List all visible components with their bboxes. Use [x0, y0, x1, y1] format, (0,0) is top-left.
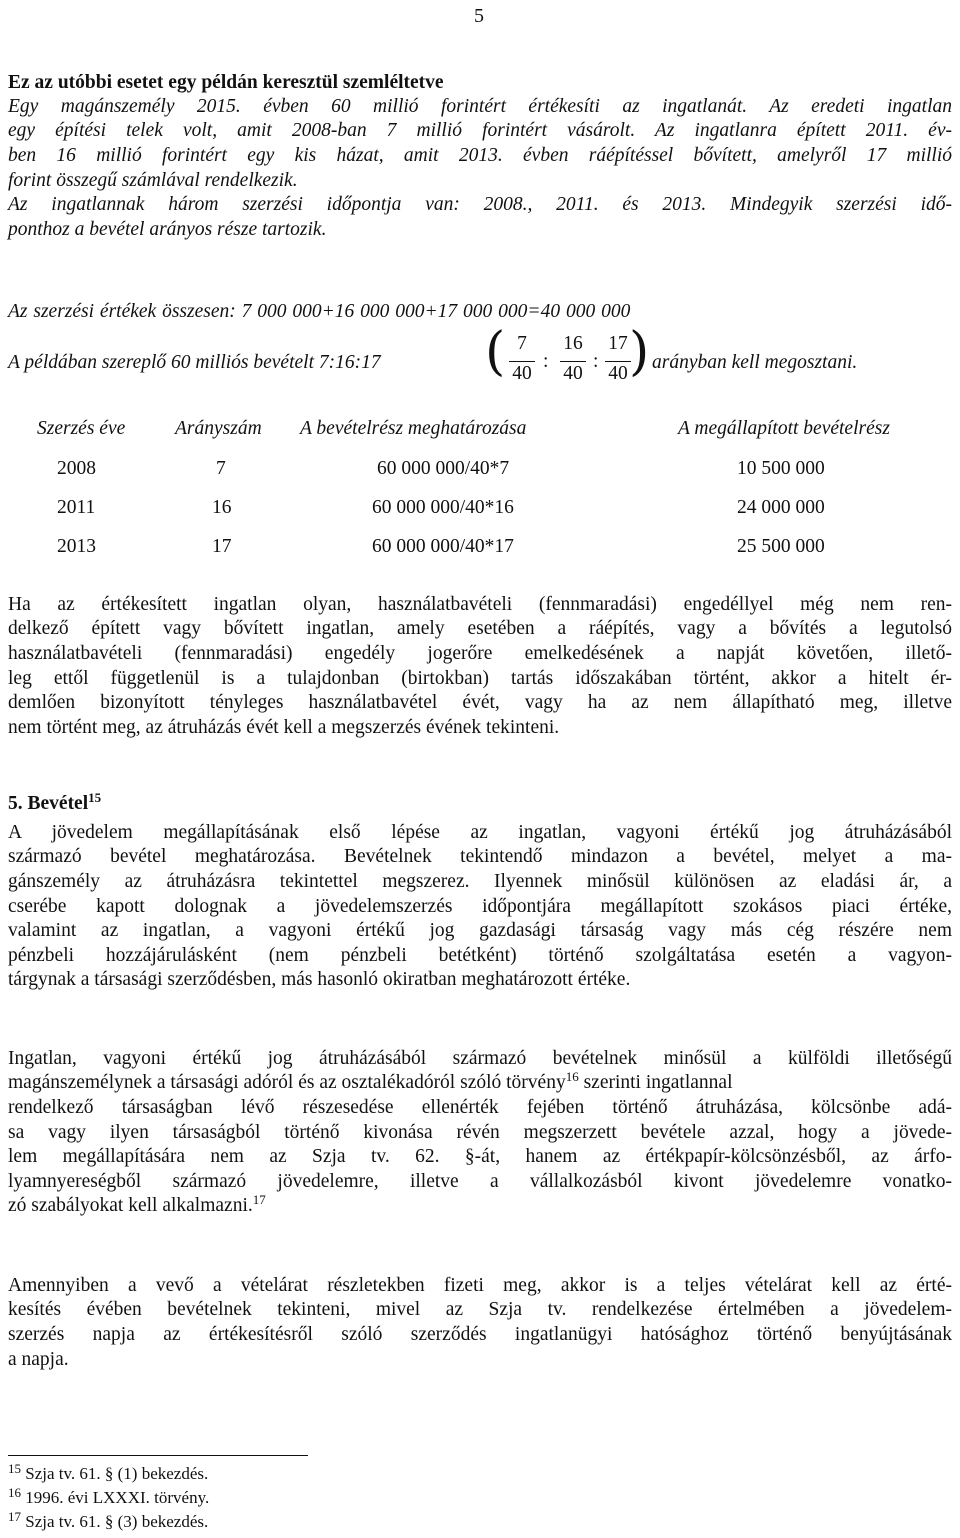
footnote: $^{15}$ Szja tv. 61. § (1) bekezdés.	[8, 1461, 209, 1483]
ratio-colon: :	[543, 351, 549, 372]
example-line: ben 16 millió forintért egy kis házat, amit 2013. évben ráépítéssel bővített, amelyről 17 millió	[8, 145, 952, 166]
example-line: ponthoz a bevétel arányos része tartozik.	[8, 219, 327, 240]
footnote-ref: 15	[88, 790, 102, 805]
table-header: Arányszám	[175, 418, 262, 439]
right-paren: )	[629, 322, 650, 382]
footnote-ref: 16	[565, 1069, 579, 1084]
footnote-ref: 17	[252, 1192, 266, 1207]
table-header: A bevételrész meghatározása	[300, 418, 527, 439]
example-line: Az ingatlannak három szerzési időpontja van: 2008., 2011. és 2013. Mindegyik szerzési idő-	[8, 194, 952, 215]
example-line: egy építési telek volt, amit 2008-ban 7 millió forintért vásárolt. Az ingatlanra épített 2011. év-	[8, 120, 952, 141]
footnote-rule	[8, 1455, 308, 1456]
footnote: $^{17}$ Szja tv. 61. § (3) bekezdés.	[8, 1509, 209, 1531]
ratio-prefix: A példában szereplő 60 milliós bevételt 7:16:17	[8, 352, 381, 373]
formula-total: Az szerzési értékek összesen: 7 000 000+16 000 000+17 000 000=40 000 000	[8, 301, 631, 322]
example-line: Egy magánszemély 2015. évben 60 millió forintért értékesíti az ingatlanát. Az eredeti ingatlan	[8, 96, 952, 117]
left-paren: (	[485, 322, 506, 382]
example-line: forint összegű számlával rendelkezik.	[8, 170, 298, 191]
table-header: A megállapított bevételrész	[678, 418, 890, 439]
table-header: Szerzés éve	[37, 418, 126, 439]
page-number: 5	[474, 5, 484, 27]
footnote: $^{16}$ 1996. évi LXXXI. törvény.	[8, 1485, 210, 1507]
ratio-suffix: arányban kell megosztani.	[652, 352, 858, 373]
ratio-colon: :	[593, 351, 599, 372]
section-heading: 5. Bevétel$^{15}$	[8, 790, 102, 814]
example-heading: Ez az utóbbi esetet egy példán keresztül szemléltetve	[8, 72, 444, 93]
